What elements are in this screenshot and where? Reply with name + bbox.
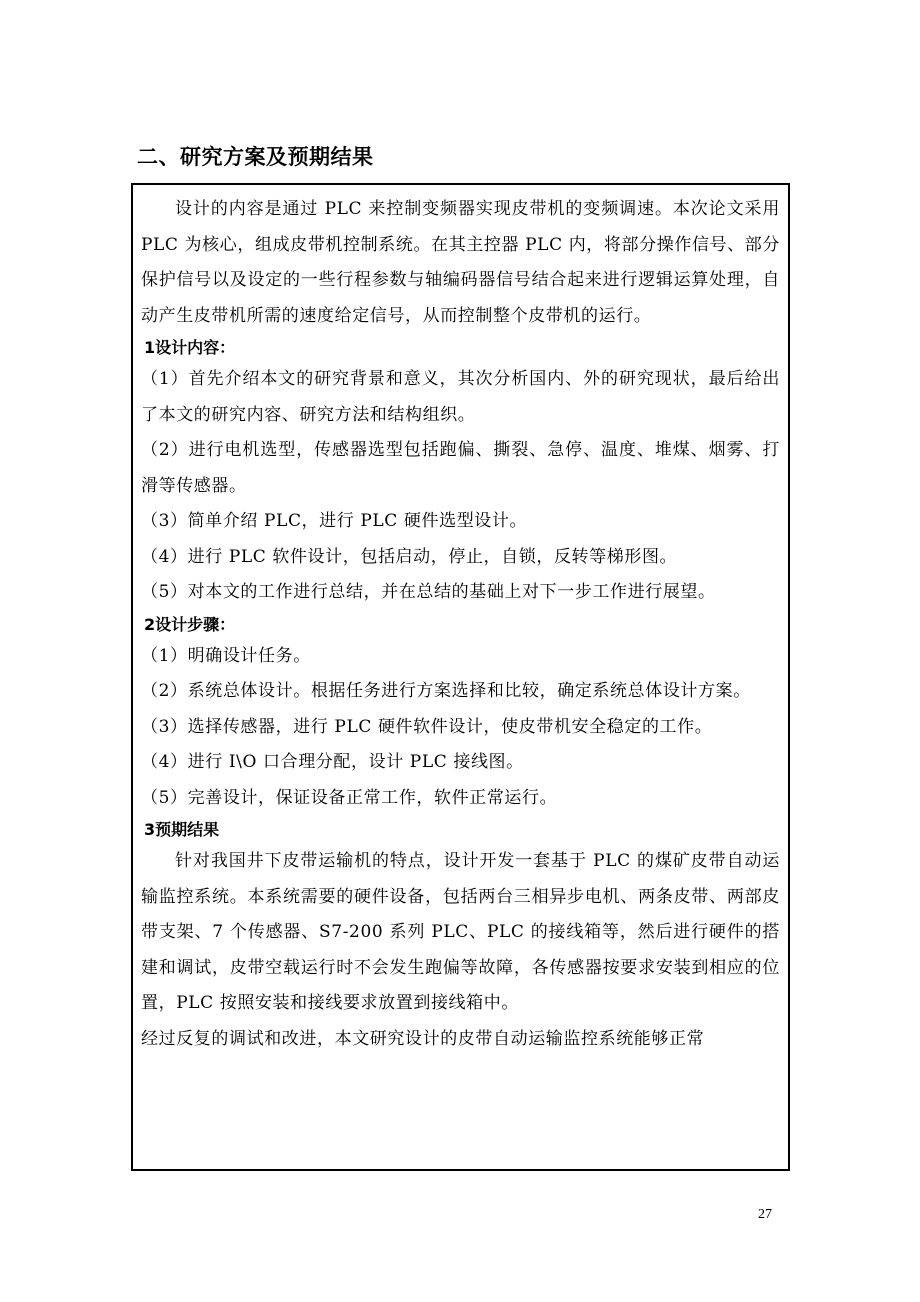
intro-paragraph: 设计的内容是通过 PLC 来控制变频器实现皮带机的变频调速。本次论文采用 PLC 为核心，组成皮带机控制系统。在其主控器 PLC 内，将部分操作信号、部分保护信号以及设定的一些行程参数与轴编码器信号结合起来进行逻辑运算处理，自动产生皮带机所需的速度给定信号，从而控制整个皮带机的运行。 [141, 199, 780, 326]
design-step-item: （4）进行 I\O 口合理分配，设计 PLC 接线图。 [141, 752, 524, 772]
design-content-item: （3）简单介绍 PLC，进行 PLC 硬件选型设计。 [141, 511, 528, 531]
design-content-item: （4）进行 PLC 软件设计，包括启动，停止，自锁，反转等梯形图。 [141, 546, 678, 567]
page-number: 27 [758, 1207, 772, 1222]
design-content-item: （2）进行电机选型，传感器选型包括跑偏、撕裂、急停、温度、堆煤、烟雾、打滑等传感器。 [141, 440, 780, 496]
design-content-item: （5）对本文的工作进行总结，并在总结的基础上对下一步工作进行展望。 [141, 582, 716, 602]
design-step-item: （2）系统总体设计。根据任务进行方案选择和比较，确定系统总体设计方案。 [141, 681, 751, 701]
expected-results-paragraph: 针对我国井下皮带运输机的特点，设计开发一套基于 PLC 的煤矿皮带自动运输监控系统。本系统需要的硬件设备，包括两台三相异步电机、两条皮带、两部皮带支架、7 个传感器、S7-200 系列 PLC、PLC 的接线箱等，然后进行硬件的搭建和调试，皮带空载运行时不会发生跑偏等故障，各传感器按要求安装到相应的位置，PLC 按照安装和接线要求放置到接线箱中。 [141, 851, 780, 1013]
section-title: 二、研究方案及预期结果 [137, 145, 374, 169]
design-content-item: （1）首先介绍本文的研究背景和意义，其次分析国内、外的研究现状，最后给出了本文的研究内容、研究方法和结构组织。 [141, 369, 780, 425]
design-content-heading: 1设计内容： [144, 338, 236, 357]
design-step-item: （1）明确设计任务。 [141, 645, 311, 666]
design-steps-heading: 2设计步骤： [144, 614, 236, 634]
content-box [131, 183, 790, 1171]
design-step-item: （5）完善设计，保证设备正常工作，软件正常运行。 [141, 787, 558, 808]
expected-results-heading: 3预期结果 [144, 820, 220, 839]
expected-results-continuation: 经过反复的调试和改进，本文研究设计的皮带自动运输监控系统能够正常 [141, 1028, 705, 1049]
content-body [141, 192, 780, 1057]
design-step-item: （3）选择传感器，进行 PLC 硬件软件设计，使皮带机安全稳定的工作。 [141, 716, 713, 737]
